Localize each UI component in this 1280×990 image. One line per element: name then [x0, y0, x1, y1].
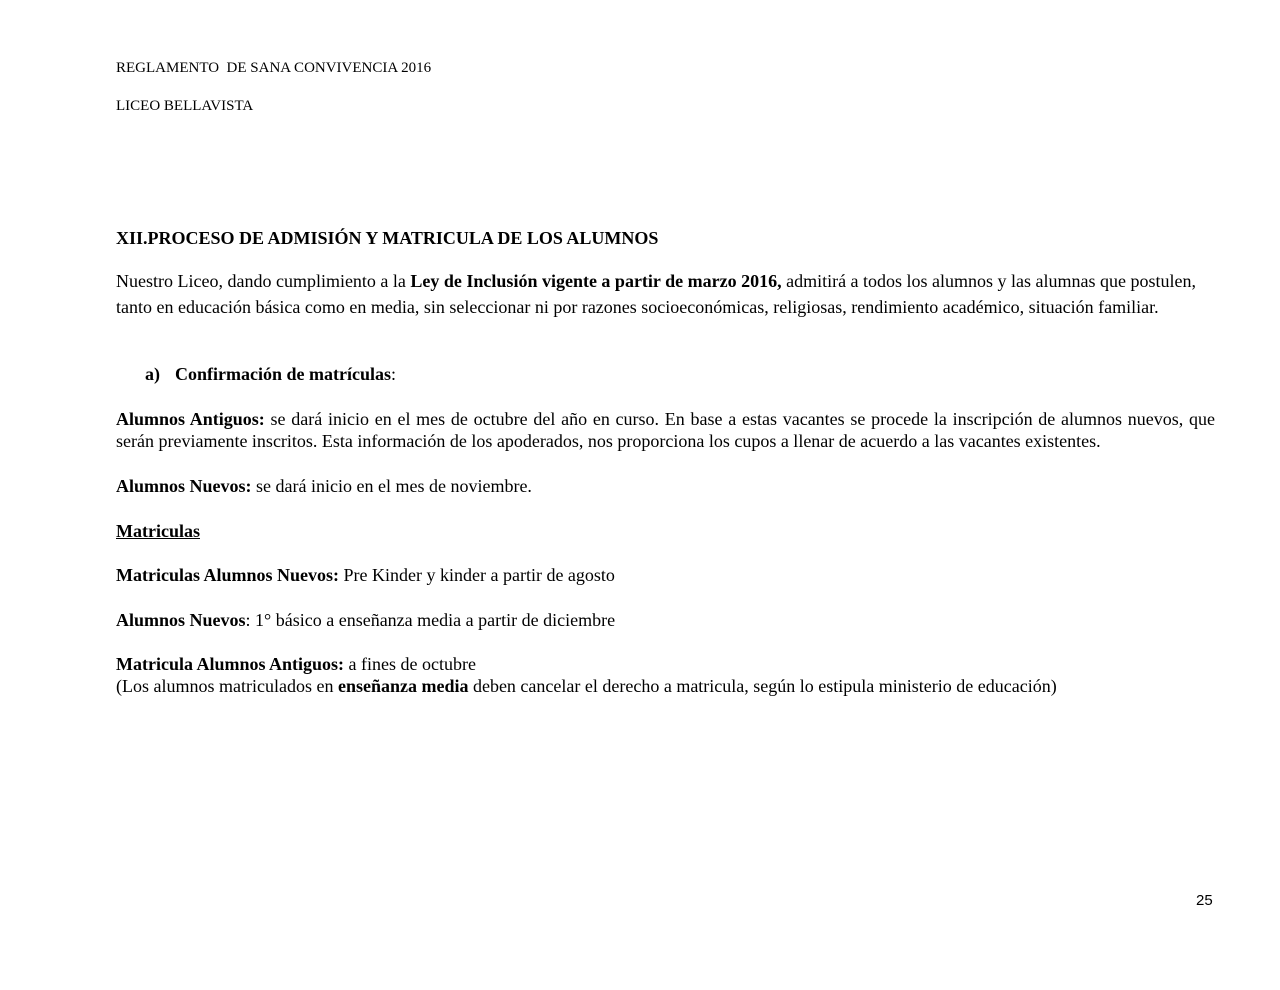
intro-text-end: admitirá a todos los alumnos y las alumnas que postulen, tanto en educación básica como en media, sin seleccionar ni por razones socioeconómicas, religiosas, rendimiento académico, situación familiar.: [116, 271, 1197, 317]
matriculas-nuevos-text: Pre Kinder y kinder a partir de agosto: [339, 565, 615, 585]
alumnos-nuevos-label: Alumnos Nuevos:: [116, 476, 252, 496]
note-bold-text: enseñanza media: [337, 676, 469, 696]
alumnos-antiguos-label: Alumnos Antiguos:: [116, 409, 265, 429]
alumnos-nuevos-basico-label: Alumnos Nuevos: [116, 610, 246, 630]
alumnos-nuevos-text: se dará inicio en el mes de noviembre.: [251, 476, 532, 496]
matricula-note: [116, 675, 1057, 697]
matriculas-subheading: Matriculas: [116, 521, 200, 541]
list-marker: a): [145, 364, 160, 384]
alumnos-nuevos-basico-line: [116, 609, 615, 631]
alumnos-antiguos-paragraph: [116, 408, 1215, 452]
section-heading: XII.PROCESO DE ADMISIÓN Y MATRICULA DE LOS ALUMNOS: [116, 228, 659, 248]
matriculas-nuevos-label: Matriculas Alumnos Nuevos:: [116, 565, 340, 585]
note-text-end: deben cancelar el derecho a matricula, según lo estipula ministerio de educación): [468, 676, 1057, 696]
note-text-start: (Los alumnos matriculados en: [116, 676, 338, 696]
intro-paragraph: [116, 268, 1216, 320]
header-title: REGLAMENTO DE SANA CONVIVENCIA 2016: [116, 60, 432, 76]
matricula-antiguos-text: a fines de octubre: [344, 654, 476, 674]
intro-law-reference: Ley de Inclusión vigente a partir de marzo 2016,: [410, 271, 782, 291]
intro-text-start: Nuestro Liceo, dando cumplimiento a la: [116, 271, 411, 291]
matriculas-nuevos-line: [116, 564, 615, 586]
alumnos-nuevos-line: [116, 475, 532, 497]
matricula-antiguos-line: [116, 653, 476, 675]
header-school: LICEO BELLAVISTA: [116, 98, 254, 114]
page-number: 25: [1196, 892, 1213, 909]
confirmation-colon: :: [390, 364, 396, 384]
confirmation-subheading: [145, 363, 396, 385]
alumnos-antiguos-text: se dará inicio en el mes de octubre del año en curso. En base a estas vacantes se procede la inscripción de alumnos nuevos, que serán previamente inscritos. Esta información de los apoderados, nos proporciona los cupos a llenar de acuerdo a las vacantes existentes.: [116, 409, 1216, 451]
matricula-antiguos-label: Matricula Alumnos Antiguos:: [116, 654, 345, 674]
confirmation-label: Confirmación de matrículas: [175, 364, 391, 384]
alumnos-nuevos-basico-text: : 1° básico a enseñanza media a partir de diciembre: [245, 610, 616, 630]
